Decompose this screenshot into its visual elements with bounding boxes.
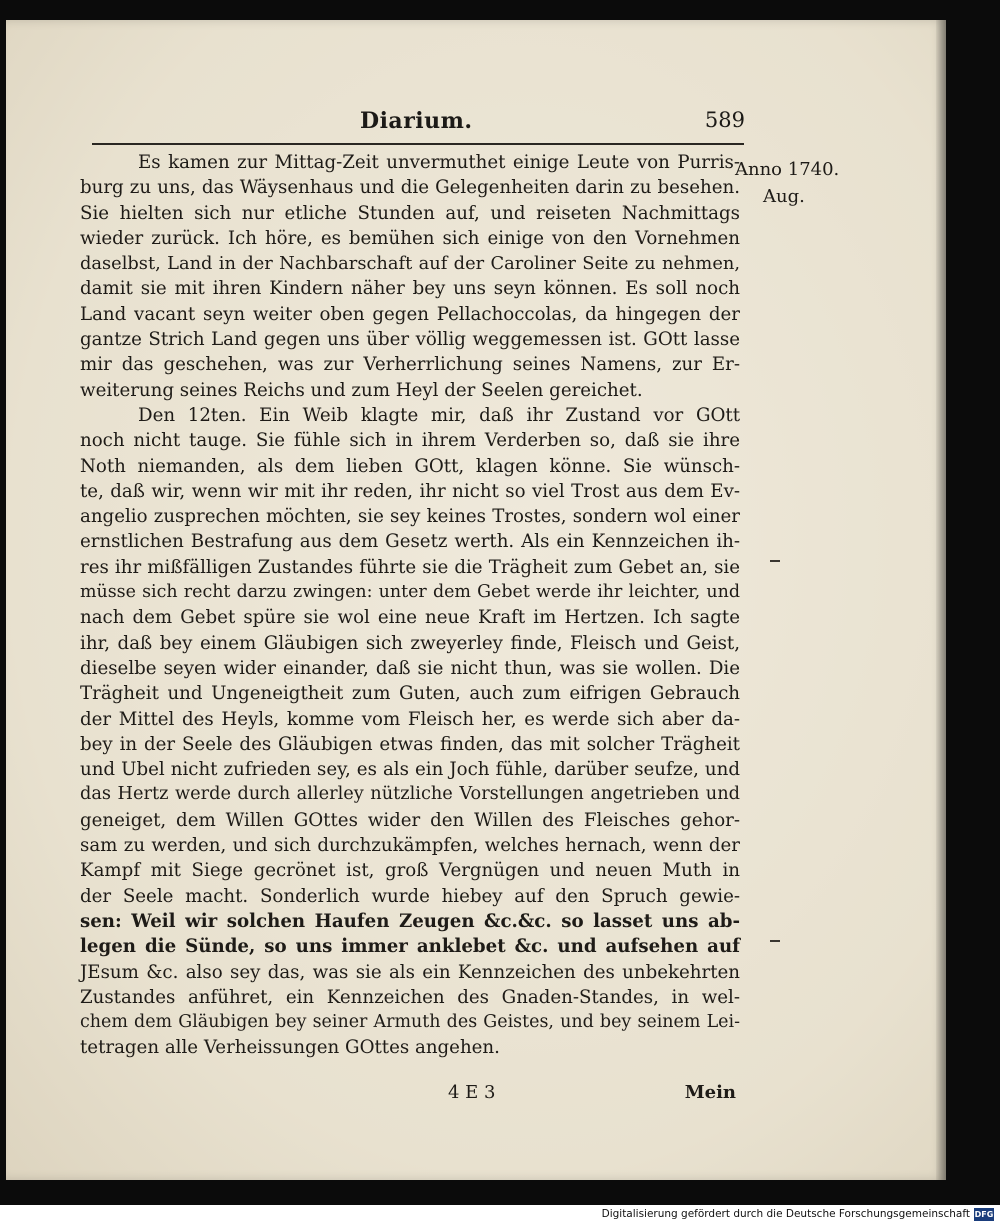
text-line: sam zu werden, und sich durchzukämpfen, welches hernach, wenn der bbox=[80, 835, 740, 857]
text-line: ernstlichen Bestrafung aus dem Gesetz werth. Als ein Kennzeichen ih- bbox=[80, 531, 740, 553]
page-number: 589 bbox=[704, 108, 745, 132]
dfg-logo-icon: DFG bbox=[974, 1210, 994, 1219]
text-line: burg zu uns, das Wäysenhaus und die Gelegenheiten darin zu besehen. bbox=[80, 177, 740, 199]
header-rule bbox=[92, 143, 744, 145]
text-line: angelio zusprechen möchten, sie sey keines Trostes, sondern wol einer bbox=[80, 506, 740, 528]
running-title: Diarium. bbox=[360, 108, 473, 134]
text-line: Kampf mit Siege gecrönet ist, groß Vergnügen und neuen Muth in bbox=[80, 860, 740, 882]
text-line: der Mittel des Heyls, komme vom Fleisch her, es werde sich aber da- bbox=[80, 708, 740, 730]
margin-note-month: Aug. bbox=[763, 186, 805, 207]
page-edge-shadow bbox=[936, 20, 946, 1180]
text-line: daselbst, Land in der Nachbarschaft auf der Caroliner Seite zu nehmen, bbox=[80, 253, 740, 275]
text-line: weiterung seines Reichs und zum Heyl der Seelen gereichet. bbox=[80, 379, 643, 401]
text-line: der Seele macht. Sonderlich wurde hiebey auf den Spruch gewie- bbox=[80, 885, 740, 907]
text-line: Es kamen zur Mittag-Zeit unvermuthet einige Leute von Purris- bbox=[138, 152, 740, 173]
text-line: dieselbe seyen wider einander, daß sie nicht thun, was sie wollen. Die bbox=[80, 657, 740, 679]
text-line: sen: Weil wir solchen Haufen Zeugen &c.&c. so lasset uns ab- bbox=[80, 910, 740, 932]
text-line: wieder zurück. Ich höre, es bemühen sich einige von den Vornehmen bbox=[80, 227, 740, 249]
text-line: das Hertz werde durch allerley nützliche Vorstellungen angetrieben und bbox=[80, 784, 740, 805]
text-line: tetragen alle Verheissungen GOttes angehen. bbox=[80, 1037, 500, 1059]
catchword: Mein bbox=[684, 1082, 736, 1103]
text-line: te, daß wir, wenn wir mit ihr reden, ihr nicht so viel Trost aus dem Ev- bbox=[80, 480, 740, 502]
catchline bbox=[80, 1082, 740, 1112]
funding-credit: Digitalisierung gefördert durch die Deutsche Forschungsgemeinschaft bbox=[601, 1208, 970, 1220]
text-line: Land vacant seyn weiter oben gegen Pellachoccolas, da hingegen der bbox=[80, 303, 740, 325]
margin-note bbox=[735, 156, 839, 210]
margin-mark bbox=[770, 940, 780, 942]
text-line: bey in der Seele des Gläubigen etwas finden, das mit solcher Trägheit bbox=[80, 733, 740, 755]
text-line: noch nicht tauge. Sie fühle sich in ihrem Verderben so, daß sie ihre bbox=[80, 430, 740, 452]
body-text bbox=[80, 150, 740, 1061]
signature-mark: 4 E 3 bbox=[448, 1082, 496, 1103]
text-line: müsse sich recht darzu zwingen: unter dem Gebet werde ihr leichter, und bbox=[80, 582, 740, 603]
margin-note-year: Anno 1740. bbox=[735, 159, 840, 180]
text-line: gantze Strich Land gegen uns über völlig weggemessen ist. GOtt lasse bbox=[80, 329, 740, 351]
text-line: geneiget, dem Willen GOttes wider den Willen des Fleisches gehor- bbox=[80, 809, 740, 831]
text-line: Trägheit und Ungeneigtheit zum Guten, auch zum eifrigen Gebrauch bbox=[80, 683, 740, 705]
text-line: legen die Sünde, so uns immer anklebet &c. und aufsehen auf bbox=[80, 936, 740, 958]
text-line: res ihr mißfälligen Zustandes führte sie die Trägheit zum Gebet an, sie bbox=[80, 556, 740, 578]
text-line: chem dem Gläubigen bey seiner Armuth des Geistes, und bey seinem Lei- bbox=[80, 1012, 740, 1033]
text-line: damit sie mit ihren Kindern näher bey uns seyn können. Es soll noch bbox=[80, 278, 740, 300]
text-line: JEsum &c. also sey das, was sie als ein Kennzeichen des unbekehrten bbox=[80, 961, 740, 983]
text-line: nach dem Gebet spüre sie wol eine neue Kraft im Hertzen. Ich sagte bbox=[80, 607, 740, 629]
text-line: ihr, daß bey einem Gläubigen sich zweyerley finde, Fleisch und Geist, bbox=[80, 632, 740, 654]
text-line: mir das geschehen, was zur Verherrlichung seines Namens, zur Er- bbox=[80, 354, 740, 376]
text-line: und Ubel nicht zufrieden sey, es als ein Joch fühle, darüber seufze, und bbox=[80, 759, 740, 781]
text-line: Noth niemanden, als dem lieben GOtt, klagen könne. Sie wünsch- bbox=[80, 455, 740, 477]
text-line: Sie hielten sich nur etliche Stunden auf, und reiseten Nachmittags bbox=[80, 202, 740, 224]
text-line: Zustandes anführet, ein Kennzeichen des Gnaden-Standes, in wel- bbox=[80, 986, 740, 1008]
margin-mark bbox=[770, 560, 780, 562]
page-header bbox=[90, 108, 745, 138]
text-line: Den 12ten. Ein Weib klagte mir, daß ihr Zustand vor GOtt bbox=[138, 404, 740, 426]
